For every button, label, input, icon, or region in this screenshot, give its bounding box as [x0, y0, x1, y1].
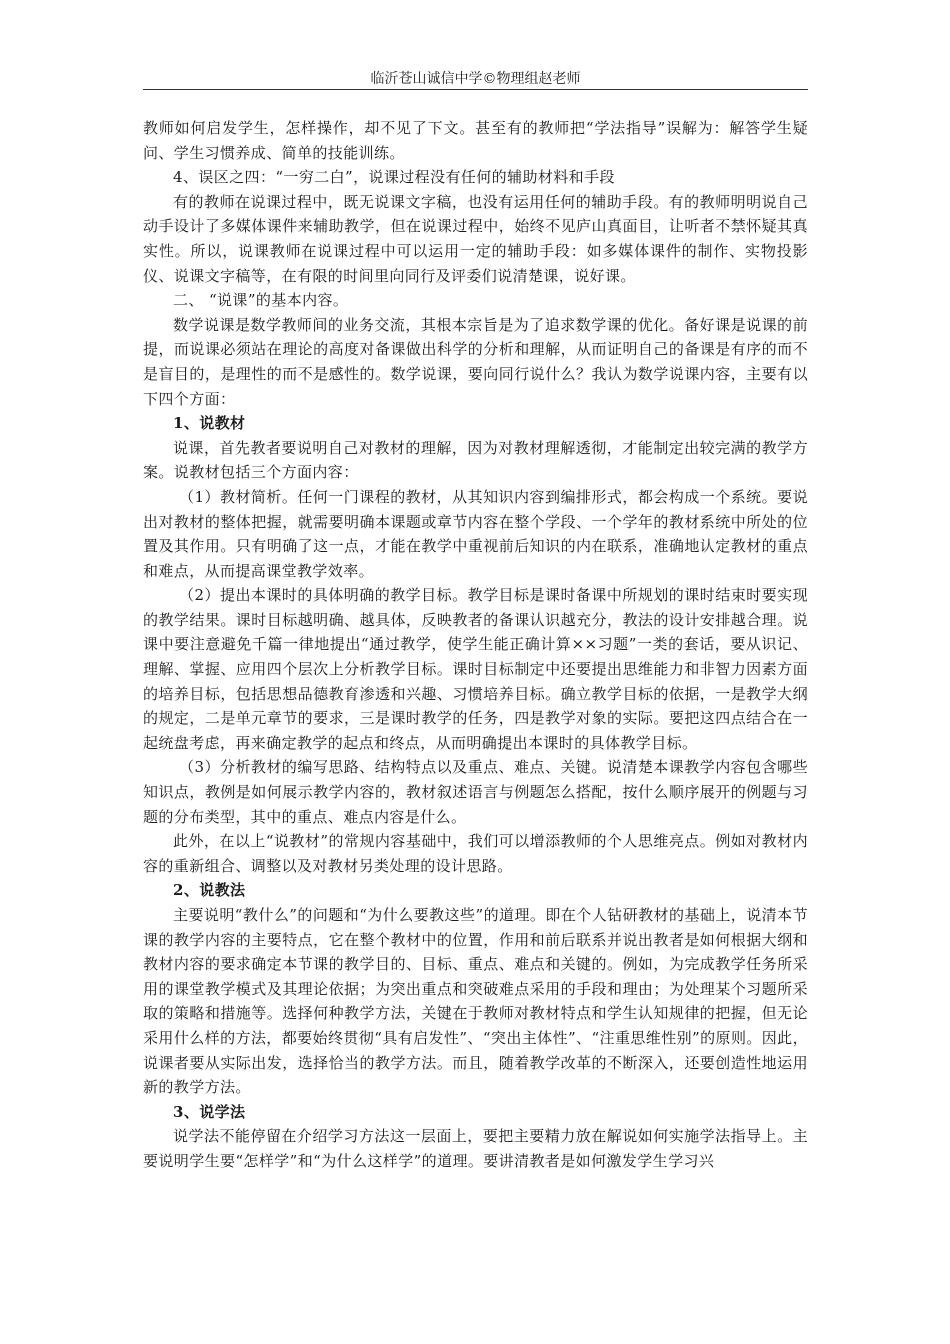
paragraph: 主要说明“教什么”的问题和“为什么要教这些”的道理。即在个人钻研教材的基础上，说清本节课的教学内容的主要特点，它在整个教材中的位置，作用和前后联系并说出教者是如何根据大纲和教材内容的要求确定本节课的教学目的、目标、重点、难点和关键的。例如，为完成教学任务所采用的课堂教学模式及其理论依据；为突出重点和突破难点采用的手段和理由；为处理某个习题所采取的策略和措施等。选择何种教学方法，关键在于教师对教材特点和学生认知规律的把握，但无论采用什么样的方法，都要始终贯彻“具有启发性”、“突出主体性”、“注重思维性别”的原则。因此，说课者要从实际出发，选择恰当的教学方法。而且，随着教学改革的不断深入，还要创造性地运用新的教学方法。 — [143, 906, 808, 1097]
paragraph: （2）提出本课时的具体明确的教学目标。教学目标是课时备课中所规划的课时结束时要实现的教学结果。课时目标越明确、越具体，反映教者的备课认识越充分，教法的设计安排越合理。说课中要注意避免千篇一律地提出“通过教学，使学生能正确计算××习题”一类的套话，要从识记、理解、掌握、应用四个层次上分析教学目标。课时目标制定中还要提出思维能力和非智力因素方面的培养目标，包括思想品德教育渗透和兴趣、习惯培养目标。确立教学目标的依据，一是教学大纲的规定，二是单元章节的要求，三是课时教学的任务，四是教学对象的实际。要把这四点结合在一起统盘考虑，再来确定教学的起点和终点，从而明确提出本课时的具体教学目标。 — [143, 586, 808, 752]
subsection-heading: 1、说教材 — [173, 414, 246, 433]
body-text — [143, 116, 808, 1174]
paragraph: 说课，首先教者要说明自己对教材的理解，因为对教材理解透彻，才能制定出较完满的教学方案。说教材包括三个方面内容： — [143, 438, 808, 482]
paragraph: 说学法不能停留在介绍学习方法这一层面上，要把主要精力放在解说如何实施学法指导上。主要说明学生要“怎样学”和“为什么这样学”的道理。要讲清教者是如何激发学生学习兴 — [143, 1127, 808, 1170]
subsection-heading: 2、说教法 — [173, 881, 246, 900]
header-rule — [143, 89, 808, 90]
page-header: 临沂苍山诚信中学©物理组赵老师 — [370, 71, 581, 87]
subsection-heading: 3、说学法 — [173, 1102, 246, 1121]
paragraph: （1）教材简析。任何一门课程的教材，从其知识内容到编排形式，都会构成一个系统。要说出对教材的整体把握，就需要明确本课题或章节内容在整个学段、一个学年的教材系统中所处的位置及其作用。只有明确了这一点，才能在教学中重视前后知识的内在联系，准确地认定教材的重点和难点，从而提高课堂教学效率。 — [143, 487, 808, 580]
paragraph: （3）分析教材的编写思路、结构特点以及重点、难点、关键。说清楚本课教学内容包含哪些知识点，教例是如何展示教学内容的，教材叙述语言与例题怎么搭配，按什么顺序展开的例题与习题的分布类型，其中的重点、难点内容是什么。 — [143, 758, 808, 826]
paragraph: 教师如何启发学生，怎样操作，却不见了下文。甚至有的教师把“学法指导”误解为：解答学生疑问、学生习惯养成、简单的技能训练。 — [143, 119, 808, 162]
paragraph: 有的教师在说课过程中，既无说课文字稿，也没有运用任何的辅助手段。有的教师明明说自己动手设计了多媒体课件来辅助教学，但在说课过程中，始终不见庐山真面目，让听者不禁怀疑其真实性。所以，说课教师在说课过程中可以运用一定的辅助手段：如多媒体课件的制作、实物投影仪、说课文字稿等，在有限的时间里向同行及评委们说清楚课，说好课。 — [143, 192, 808, 285]
paragraph: 数学说课是数学教师间的业务交流，其根本宗旨是为了追求数学课的优化。备好课是说课的前提，而说课必须站在理论的高度对备课做出科学的分析和理解，从而证明自己的备课是有序的而不是盲目的，是理性的而不是感性的。数学说课，要向同行说什么？我认为数学说课内容，主要有以下四个方面： — [143, 315, 808, 408]
section-item-4-heading: 4、误区之四：“一穷二白”，说课过程没有任何的辅助材料和手段 — [173, 168, 615, 187]
paragraph: 此外，在以上“说教材”的常规内容基础中，我们可以增添教师的个人思维亮点。例如对教材内容的重新组合、调整以及对教材另类处理的设计思路。 — [143, 832, 808, 875]
section-heading: 二、 “说课”的基本内容。 — [173, 291, 349, 310]
